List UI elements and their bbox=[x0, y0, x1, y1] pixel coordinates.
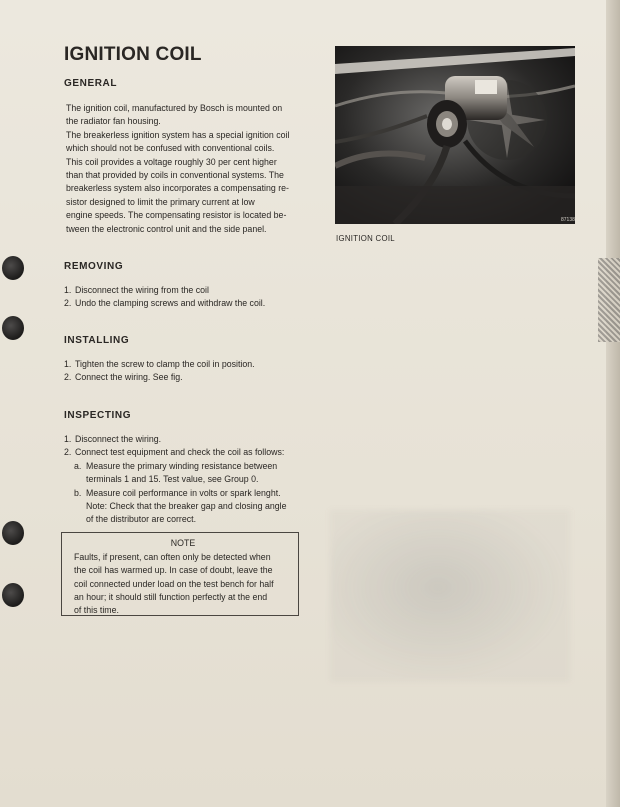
note-line: an hour; it should still function perfectly at the end bbox=[74, 591, 268, 602]
note-title: NOTE bbox=[170, 538, 196, 548]
page-title: IGNITION COIL bbox=[64, 44, 202, 65]
list-item bbox=[64, 433, 314, 446]
text-line: The ignition coil, manufactured by Bosch is mounted on bbox=[66, 103, 283, 113]
ignition-coil-photo bbox=[335, 46, 575, 224]
list-item bbox=[64, 358, 314, 371]
binder-hole bbox=[2, 521, 24, 545]
engine-bay-illustration bbox=[335, 46, 575, 224]
step-text: Undo the clamping screws and withdraw the coil. bbox=[75, 298, 266, 309]
step-text: Tighten the screw to clamp the coil in position. bbox=[75, 359, 255, 369]
show-through-image bbox=[330, 510, 570, 682]
step-number: 2. bbox=[64, 447, 72, 458]
step-text: Connect the wiring. See fig. bbox=[75, 372, 183, 383]
list-item bbox=[64, 297, 314, 310]
sub-step bbox=[74, 460, 314, 487]
text-line: breakerless system also incorporates a compensating re- bbox=[66, 183, 289, 194]
step-number: 1. bbox=[64, 359, 72, 369]
inspecting-steps bbox=[64, 433, 314, 527]
section-heading-removing: REMOVING bbox=[64, 261, 124, 272]
page-edge bbox=[606, 0, 620, 807]
section-heading-installing: INSTALLING bbox=[64, 335, 130, 346]
text-line: than that provided by coils in conventional systems. The bbox=[66, 170, 284, 181]
binder-hole bbox=[2, 583, 24, 607]
list-item bbox=[64, 371, 314, 384]
sub-step bbox=[74, 487, 314, 527]
section-heading-general: GENERAL bbox=[64, 78, 118, 89]
step-number: 1. bbox=[64, 285, 72, 295]
step-number: 2. bbox=[64, 372, 72, 383]
inline-note: of the distributor are correct. bbox=[86, 514, 197, 525]
sub-step-letter: b. bbox=[74, 487, 82, 498]
text-line: which should not be confused with conventional coils. bbox=[66, 143, 275, 154]
section-heading-inspecting: INSPECTING bbox=[64, 410, 132, 421]
note-line: coil connected under load on the test bench for half bbox=[74, 578, 274, 589]
note-box bbox=[61, 532, 299, 616]
binder-hole bbox=[2, 316, 24, 340]
text-line: engine speeds. The compensating resistor is located be- bbox=[66, 210, 287, 221]
figure-caption: IGNITION COIL bbox=[336, 234, 395, 243]
thumb-index-tab bbox=[598, 258, 620, 342]
list-item bbox=[64, 284, 314, 297]
text-line: The breakerless ignition system has a special ignition coil bbox=[66, 129, 290, 140]
note-line: of this time. bbox=[74, 605, 119, 616]
step-text: Disconnect the wiring. bbox=[75, 434, 162, 444]
note-line: the coil has warmed up. In case of doubt, leave the bbox=[74, 565, 273, 576]
removing-steps bbox=[64, 284, 314, 311]
list-item bbox=[64, 446, 314, 459]
installing-steps bbox=[64, 358, 314, 385]
general-paragraph bbox=[66, 102, 312, 236]
step-text: Disconnect the wiring from the coil bbox=[75, 285, 209, 295]
text-line: the radiator fan housing. bbox=[66, 116, 161, 127]
step-number: 1. bbox=[64, 434, 72, 444]
inline-note: Note: Check that the breaker gap and closing angle bbox=[86, 501, 287, 512]
step-text: Connect test equipment and check the coil as follows: bbox=[75, 447, 285, 458]
sub-step-text: Measure coil performance in volts or spark lenght. bbox=[86, 487, 281, 498]
sub-step-text: Measure the primary winding resistance between bbox=[86, 460, 278, 471]
sub-step-letter: a. bbox=[74, 460, 82, 471]
binder-hole bbox=[2, 256, 24, 280]
text-line: This coil provides a voltage roughly 30 per cent higher bbox=[66, 156, 277, 167]
note-line: Faults, if present, can often only be detected when bbox=[74, 552, 271, 563]
text-line: sistor designed to limit the primary current at low bbox=[66, 196, 255, 207]
sub-step-text: terminals 1 and 15. Test value, see Group 0. bbox=[86, 474, 259, 485]
step-number: 2. bbox=[64, 298, 72, 309]
figure-reference: 87138 bbox=[561, 217, 575, 223]
text-line: tween the electronic control unit and the side panel. bbox=[66, 223, 267, 234]
